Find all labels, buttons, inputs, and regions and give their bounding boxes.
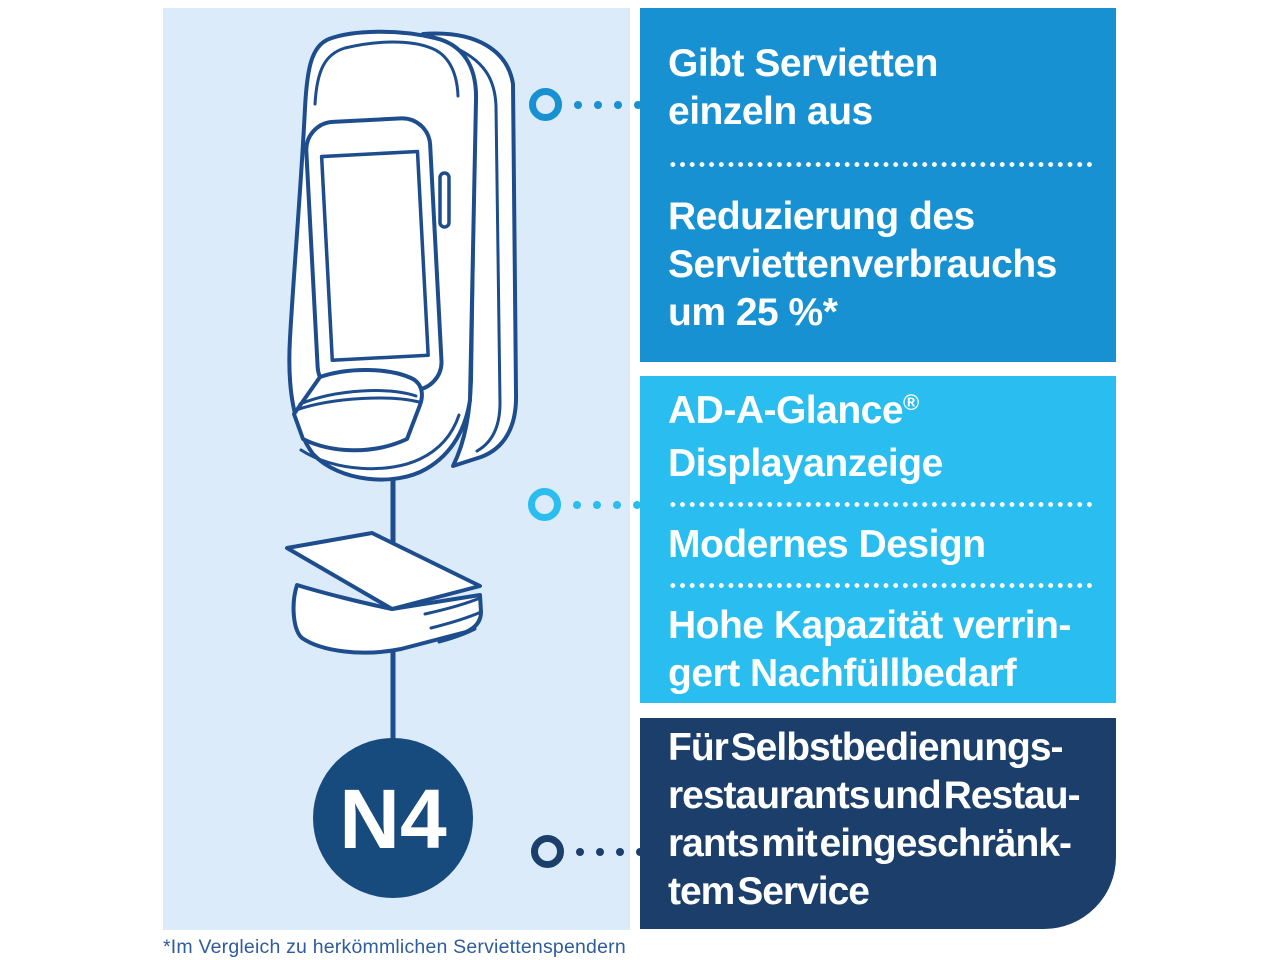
registered-trademark-symbol: ® (903, 390, 920, 415)
n4-badge-label: N4 (339, 772, 447, 866)
feature-text-line: restaurants und Restau- (668, 774, 1080, 817)
dotted-divider (668, 502, 1096, 507)
connector-usage (531, 835, 644, 868)
feature-block-dispensing (640, 8, 1116, 362)
leader-dot (596, 848, 604, 856)
leader-dot (593, 501, 601, 509)
feature-text-line: Reduzierung des (668, 195, 975, 238)
feature-block-design (640, 376, 1116, 703)
feature-text-line: Gibt Servietten (668, 42, 938, 85)
feature-text-line: gert Nachfüllbedarf (668, 652, 1017, 695)
leader-dot (576, 848, 584, 856)
leader-dot (634, 101, 642, 109)
leader-dot (636, 848, 644, 856)
connector-ring-icon (528, 488, 561, 521)
dotted-divider (668, 162, 1096, 167)
feature-text-line: Hohe Kapazität verrin- (668, 604, 1071, 647)
feature-text-line: Displayanzeige (668, 442, 943, 485)
leader-dot (616, 848, 624, 856)
leader-dot (613, 501, 621, 509)
feature-block-usage (640, 718, 1116, 929)
connector-dispensing (529, 88, 642, 121)
napkin-dispenser-icon (289, 32, 516, 480)
footnote: *Im Vergleich zu herkömmlichen Serviettenspendern (163, 936, 626, 958)
connector-ring-icon (529, 88, 562, 121)
feature-text-line: rants mit eingeschränk- (668, 822, 1071, 865)
leader-dot (574, 101, 582, 109)
connector-ring-icon (531, 835, 564, 868)
feature-text-line: um 25 %* (668, 291, 838, 334)
leader-dot (573, 501, 581, 509)
feature-text-line: tem Service (668, 870, 869, 913)
feature-text-line: Serviettenverbrauchs (668, 243, 1057, 286)
feature-text-line: Für Selbstbedienungs- (668, 726, 1063, 769)
leader-dot (594, 101, 602, 109)
folded-napkin-icon (287, 533, 481, 653)
feature-text-line (668, 387, 1096, 440)
leader-dot (633, 501, 641, 509)
dispenser-illustration (163, 8, 630, 930)
dotted-divider (668, 583, 1096, 588)
feature-text-line: Modernes Design (668, 523, 986, 566)
leader-dot (614, 101, 622, 109)
feature-text: AD-A-Glance (668, 389, 904, 432)
connector-design (528, 488, 641, 521)
feature-text-line: einzeln aus (668, 90, 873, 133)
n4-badge (313, 738, 473, 898)
product-illustration-panel (163, 8, 630, 930)
